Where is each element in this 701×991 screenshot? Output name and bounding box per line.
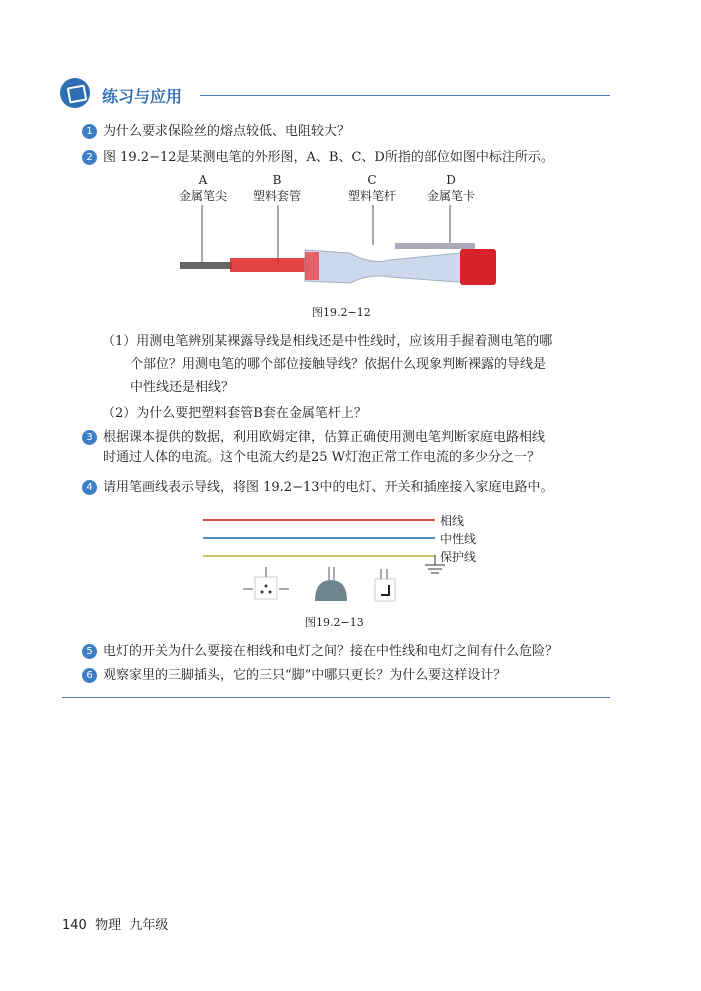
figure1-caption: 图19.2−12 xyxy=(312,306,371,319)
page-number: 140 xyxy=(62,918,87,933)
section-end-rule xyxy=(62,697,610,698)
footer-grade: 九年级 xyxy=(129,918,169,933)
sub-question-1: （1）用测电笔辨别某裸露导线是相线还是中性线时，应该用手握着测电笔的哪 个部位？用测电笔的哪个部位接触导线？依据什么现象判断裸露的导线是 中性线还是相线？ xyxy=(102,334,553,395)
question-2: 2 图 19.2−12是某测电笔的外形图，A、B、C、D所指的部位如图中标注所示。 xyxy=(82,148,554,168)
label-live: 相线 xyxy=(440,514,465,528)
title-rule xyxy=(200,95,610,96)
live-wire xyxy=(203,519,435,521)
sub-question-2: （2）为什么要把塑料套管B套在金属笔杆上？ xyxy=(102,406,367,421)
label-ground: 保护线 xyxy=(440,550,477,564)
footer-subject: 物理 xyxy=(95,918,122,933)
neutral-wire xyxy=(203,537,435,539)
question-5: 5 电灯的开关为什么要接在相线和电灯之间？接在中性线和电灯之间有什么危险？ xyxy=(82,642,558,662)
question-6: 6 观察家里的三脚插头，它的三只“脚”中哪只更长？为什么要这样设计？ xyxy=(82,666,506,686)
section-title: 练习与应用 xyxy=(102,87,183,106)
question-3: 3 根据课本提供的数据，利用欧姆定律，估算正确使用测电笔判断家庭电路相线 时通过人体的电流。这个电流大约是25 W灯泡正常工作电流的多少分之一？ xyxy=(82,428,545,468)
footer xyxy=(62,914,168,933)
question-4: 4 请用笔画线表示导线，将图 19.2−13中的电灯、开关和插座接入家庭电路中。 xyxy=(82,478,554,498)
figure2-caption: 图19.2−13 xyxy=(305,616,364,629)
question-1: 1 为什么要求保险丝的熔点较低、电阻较大？ xyxy=(82,122,350,142)
section-icon xyxy=(60,78,90,108)
label-neutral: 中性线 xyxy=(440,532,477,546)
circuit-components xyxy=(235,555,455,610)
